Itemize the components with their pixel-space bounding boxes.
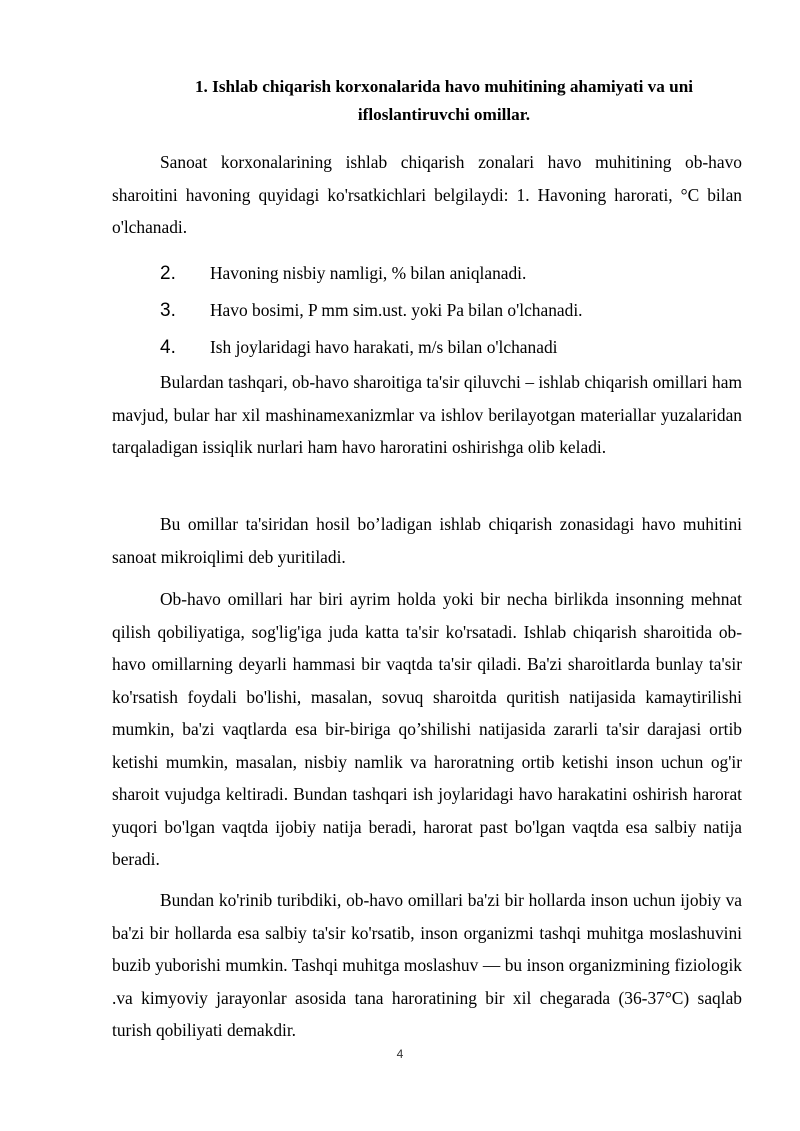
paragraph-microclimate: Bu omillar ta'siridan hosil bo’ladigan ishlab chiqarish zonasidagi havo muhitini sanoat mikroiqlimi deb yuritiladi. <box>112 514 742 567</box>
heading-line-2: ifloslantiruvchi omillar. <box>357 105 531 124</box>
list-text: Havo bosimi, P mm sim.ust. yoki Pa bilan o'lchanadi. <box>210 300 583 320</box>
page-number: 4 <box>396 1047 404 1061</box>
list-number: 4. <box>160 337 176 358</box>
paragraph-adaptation: Bundan ko'rinib turibdiki, ob-havo omillari ba'zi bir hollarda inson uchun ijobiy va ba'zi bir hollarda esa salbiy ta'sir ko'rsatib, inson organizmi tashqi muhitga moslashuvini buzib yuborishi mumkin. Tashqi muhitga moslashuv — bu inson organizmining fiziologik .va kimyoviy jarayonlar asosida tana haroratining bir xil chegarada (36-37°C) saqlab turish qobiliyati demakdir. <box>112 890 742 1040</box>
paragraph-weather-effects: Ob-havo omillari har biri ayrim holda yoki bir necha birlikda insonning mehnat qilish qobiliyatiga, sog'lig'iga juda katta ta'sir ko'rsatadi. Ishlab chiqarish sharoitida ob-havo omillarning deyarli hammasi bir vaqtda ta'sir qiladi. Ba'zi sharoitlarda bunlay ta'sir ko'rsatish foydali bo'lishi, masalan, sovuq sharoitda quritish natijasida kamaytirilishi mumkin, ba'zi vaqtlarda esa bir-biriga qo’shilishi natijasida zararli ta'sir darajasi ortib ketishi mumkin, masalan, nisbiy namlik va haroratning ortib ketishi inson uchun og'ir sharoit vujudga keltiradi. Bundan tashqari ish joylaridagi havo harakatini oshirish harorat yuqori bo'lgan vaqtda ijobiy natija beradi, harorat past bo'lgan vaqtda esa salbiy natija beradi. <box>112 589 742 869</box>
paragraph-intro: Sanoat korxonalarining ishlab chiqarish zonalari havo muhitining ob-havo sharoitini havoning quyidagi ko'rsatkichlari belgilaydi: 1. Havoning harorati, °C bilan o'lchanadi. <box>112 152 742 237</box>
list-item-4 <box>160 336 740 359</box>
heading-line-1: 1. Ishlab chiqarish korxonalarida havo muhitining ahamiyati va uni <box>194 77 694 96</box>
paragraph-production-factors: Bulardan tashqari, ob-havo sharoitiga ta'sir qiluvchi – ishlab chiqarish omillari ham mavjud, bular har xil mashinamexanizmlar va ishlov berilayotgan materiallar yuzalaridan tarqaladigan issiqlik nurlari ham havo haroratini oshirishga olib keladi. <box>112 372 742 457</box>
list-item-3 <box>160 299 740 322</box>
list-number: 2. <box>160 263 176 284</box>
list-item-2 <box>160 262 740 285</box>
list-text: Havoning nisbiy namligi, % bilan aniqlanadi. <box>210 263 527 283</box>
list-number: 3. <box>160 300 176 321</box>
list-text: Ish joylaridagi havo harakati, m/s bilan o'lchanadi <box>210 337 558 357</box>
